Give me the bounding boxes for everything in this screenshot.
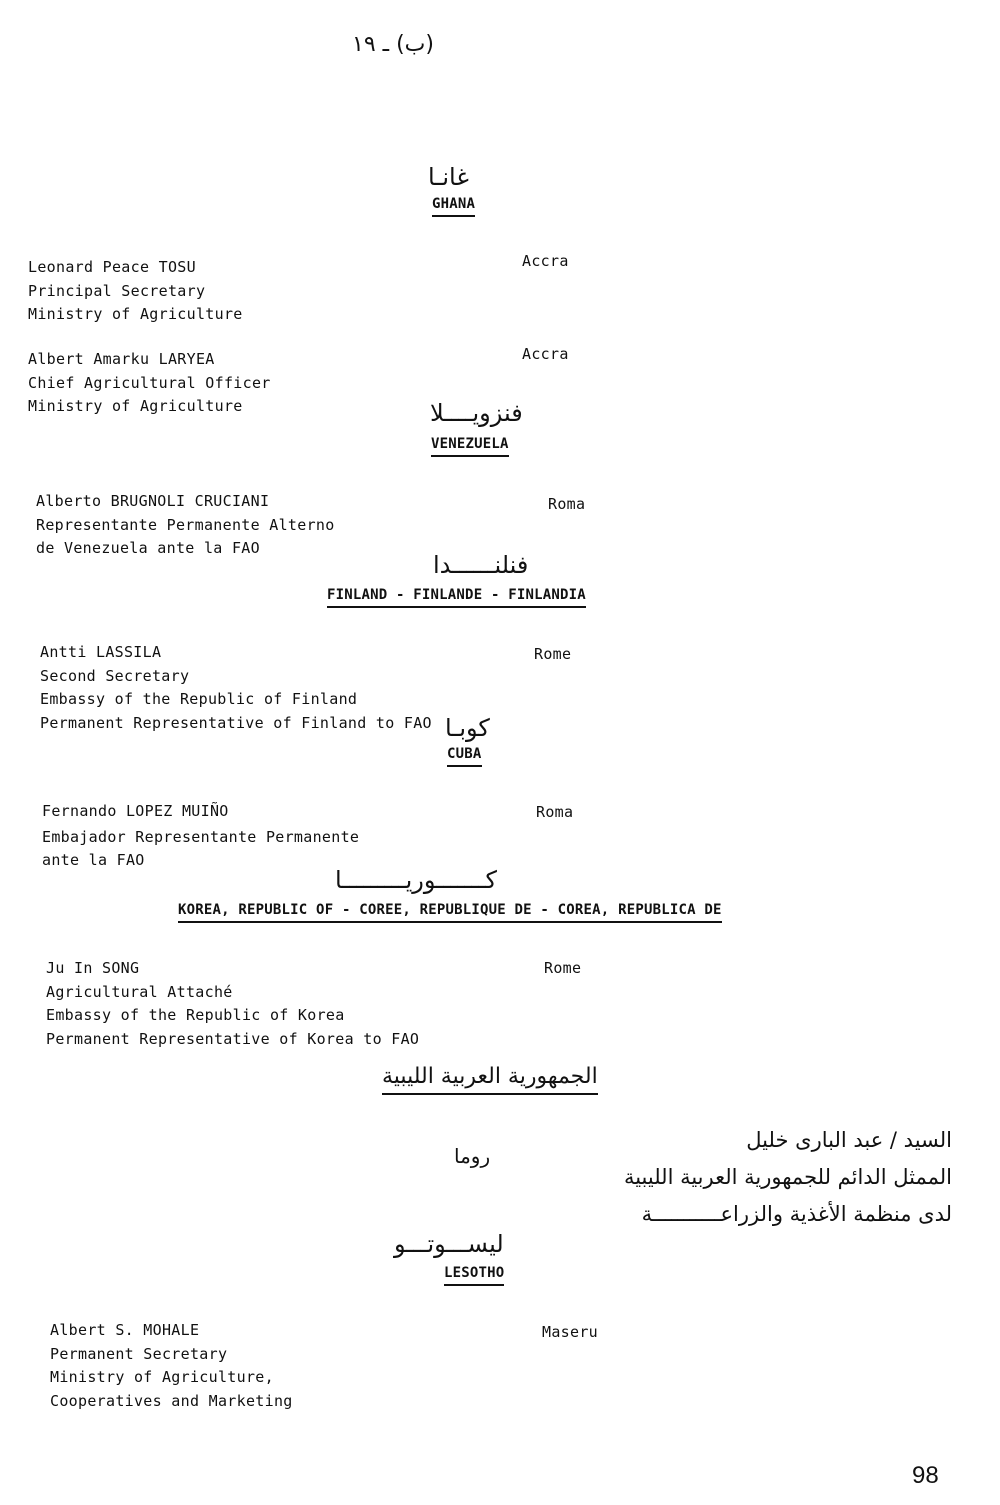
delegate-ministry: Ministry of Agriculture, — [50, 1368, 274, 1386]
ghana-entry-1-city: Accra — [522, 252, 569, 270]
cuba-entry-1-city: Roma — [536, 803, 574, 821]
lesotho-heading-arabic: ليســـوتـــو — [394, 1230, 504, 1258]
delegate-ministry: Ministry of Agriculture — [28, 397, 243, 415]
ghana-entry-2 — [28, 348, 271, 419]
finland-entry-1-city: Rome — [534, 645, 572, 663]
finland-heading-arabic: فنلنــــــدا — [433, 551, 529, 579]
venezuela-entry-1-city: Roma — [548, 495, 586, 513]
ghana-heading: GHANA — [432, 196, 475, 217]
lesotho-entry-1 — [50, 1319, 293, 1413]
lesotho-entry-1-city: Maseru — [542, 1323, 598, 1341]
delegate-title: Principal Secretary — [28, 281, 206, 300]
finland-heading: FINLAND - FINLANDE - FINLANDIA — [327, 587, 586, 608]
delegate-name: Antti LASSILA — [40, 643, 162, 661]
korea-entry-1 — [46, 957, 419, 1051]
korea-heading: KOREA, REPUBLIC OF - COREE, REPUBLIQUE DE - COREA, REPUBLICA DE — [178, 902, 722, 923]
delegate-ministry: Cooperatives and Marketing — [50, 1391, 293, 1410]
delegate-ministry: Ministry of Agriculture — [28, 305, 243, 323]
delegate-title: de Venezuela ante la FAO — [36, 539, 260, 557]
delegate-title: Permanent Secretary — [50, 1344, 228, 1363]
korea-heading-arabic: كـــــــوريـــــــــا — [335, 866, 497, 894]
delegate-name: Leonard Peace TOSU — [28, 258, 196, 276]
cuba-heading: CUBA — [447, 746, 482, 767]
delegate-organization: Embassy of the Republic of Korea — [46, 1006, 345, 1024]
delegate-name: Alberto BRUGNOLI CRUCIANI — [36, 492, 270, 510]
delegate-title: لدى منظمة الأغذية والزراعـــــــــــة — [641, 1202, 952, 1226]
ghana-entry-2-city: Accra — [522, 345, 569, 363]
venezuela-entry-1 — [36, 490, 335, 561]
lesotho-heading: LESOTHO — [444, 1265, 504, 1286]
libya-entry-1-city: روما — [454, 1144, 491, 1168]
page-number: 98 — [912, 1462, 939, 1489]
page-marker: (ب) ـ ١٩ — [352, 32, 434, 57]
korea-entry-1-city: Rome — [544, 959, 582, 977]
delegate-title: Embajador Representante Permanente — [42, 827, 360, 846]
delegate-title: Representante Permanente Alterno — [36, 515, 335, 534]
ghana-entry-1 — [28, 256, 243, 327]
delegate-title: Agricultural Attaché — [46, 982, 233, 1001]
venezuela-heading: VENEZUELA — [431, 436, 509, 457]
cuba-heading-arabic: كوبـا — [445, 714, 490, 742]
delegate-title: ante la FAO — [42, 851, 145, 869]
delegate-organization: Embassy of the Republic of Finland — [40, 690, 358, 708]
delegate-title: Permanent Representative of Finland to FAO — [40, 713, 432, 732]
delegate-title: الممثل الدائم للجمهورية العربية الليبية — [623, 1165, 952, 1189]
delegate-name: Ju In SONG — [46, 959, 140, 977]
delegate-name: Albert S. MOHALE — [50, 1321, 200, 1339]
finland-entry-1 — [40, 641, 432, 735]
libya-heading-arabic: الجمهورية العربية الليبية — [382, 1064, 598, 1095]
delegate-title: Second Secretary — [40, 666, 190, 685]
delegate-title: Permanent Representative of Korea to FAO — [46, 1029, 420, 1048]
libya-entry-1 — [624, 1122, 952, 1233]
delegate-name: Fernando LOPEZ MUIÑO — [42, 802, 229, 820]
delegate-name: Albert Amarku LARYEA — [28, 350, 215, 368]
venezuela-heading-arabic: فنزويــــلا — [430, 399, 523, 427]
ghana-heading-arabic: غانـا — [428, 163, 469, 191]
cuba-entry-1 — [42, 800, 359, 873]
delegate-title: Chief Agricultural Officer — [28, 373, 271, 392]
delegate-name: السيد / عبد البارى خليل — [746, 1128, 952, 1152]
